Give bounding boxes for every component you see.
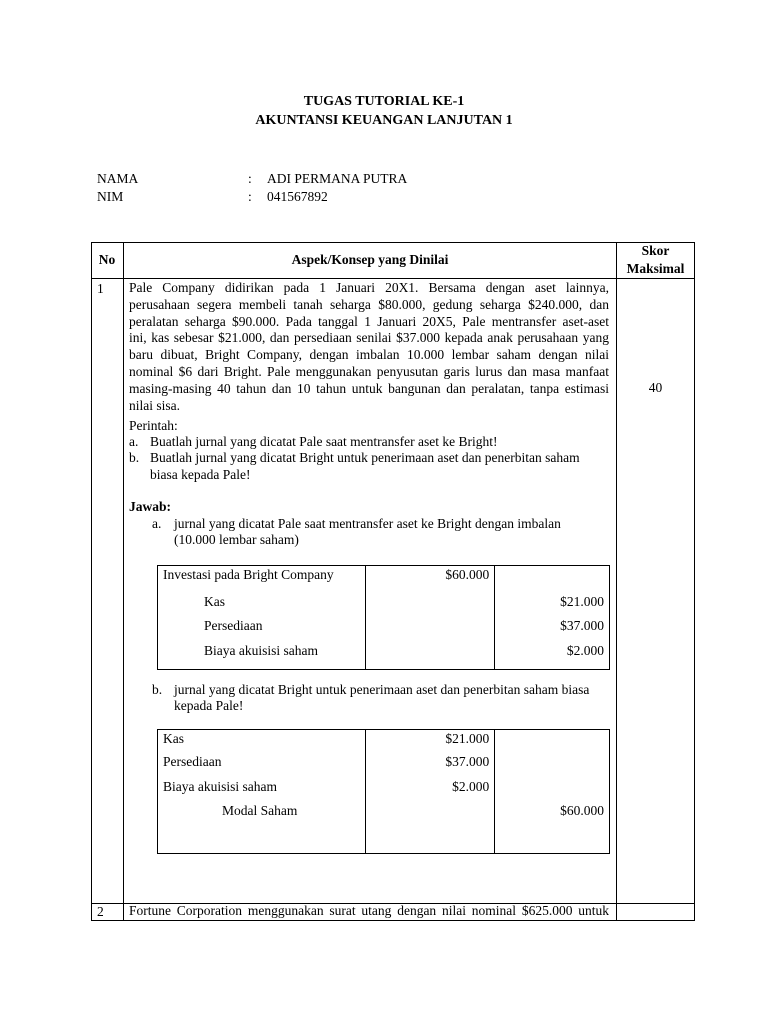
journal-debit: $37.000 [365,750,495,775]
question-line: masing-masing 40 tahun dan 10 tahun untuk bangunan dan peralatan, tanpa estimasi [129,380,609,396]
header-skor-line2: Maksimal [626,261,685,276]
journal-account: Modal Saham [158,799,366,854]
row-number: 2 [97,904,104,919]
journal-row [158,775,610,800]
journal-credit [495,566,610,590]
question-text [129,280,609,414]
answer-a-line2: (10.000 lembar saham) [174,532,299,547]
answer-b-line2: kepada Pale! [174,698,244,713]
header-aspek: Aspek/Konsep yang Dinilai [291,252,449,267]
journal-table-b [157,729,610,854]
question-line: Pale Company didirikan pada 1 Januari 20X1. Bersama dengan aset lainnya, [129,280,609,295]
journal-credit [495,730,610,751]
name-separator: : [248,171,252,186]
table-col-divider-1 [123,242,124,921]
nim-label: NIM [97,189,124,204]
journal-row [158,639,610,670]
journal-account: Biaya akuisisi saham [158,775,366,800]
question-line: perusahaan segera membeli tanah seharga $80.000, gedung seharga $240.000, dan [129,296,609,312]
journal-row [158,799,610,854]
journal-row [158,730,610,751]
task-a-marker: a. [129,434,139,449]
journal-account: Investasi pada Bright Company [158,566,366,590]
question-line: peralatan seharga $90.000. Pada tanggal 1 Januari 20X5, Pale mentransfer aset-aset [129,313,609,329]
journal-account: Kas [158,590,366,615]
journal-row [158,590,610,615]
journal-debit [365,639,495,670]
task-b-text-cont: biasa kepada Pale! [150,467,251,482]
table-border-right [694,242,695,921]
task-a-text: Buatlah jurnal yang dicatat Pale saat mentransfer aset ke Bright! [150,434,498,449]
journal-account: Biaya akuisisi saham [158,639,366,670]
journal-account: Persediaan [158,750,366,775]
journal-debit [365,799,495,854]
table-border-top [91,242,695,243]
question-line: nominal $6 dari Bright. Pale menggunakan penyusutan garis lurus dan masa manfaat [129,363,609,379]
question-line: baru dibuat, Bright Company, dengan imbalan 10.000 lembar saham dengan nilai [129,347,609,363]
table-border-left [91,242,92,921]
journal-credit [495,775,610,800]
header-no: No [98,252,116,267]
table-header-divider [91,278,695,279]
nim-value: 041567892 [267,189,328,204]
journal-table-a [157,565,610,670]
journal-row [158,750,610,775]
journal-credit: $37.000 [495,614,610,639]
journal-credit: $2.000 [495,639,610,670]
row-score: 40 [648,380,663,395]
question-text: Fortune Corporation menggunakan surat utang dengan nilai nominal $625.000 untuk [129,903,609,918]
journal-debit [365,590,495,615]
table-border-bottom [91,920,695,921]
name-value: ADI PERMANA PUTRA [267,171,408,186]
table-col-divider-2 [616,242,617,921]
question-line: nilai sisa. [129,397,180,413]
journal-row [158,566,610,590]
document-title: TUGAS TUTORIAL KE-1 [303,94,465,109]
row-number: 1 [97,281,104,296]
journal-debit: $60.000 [365,566,495,590]
journal-credit: $60.000 [495,799,610,854]
answer-b-marker: b. [152,682,163,697]
journal-credit: $21.000 [495,590,610,615]
task-b-marker: b. [129,450,140,465]
document-subtitle: AKUNTANSI KEUANGAN LANJUTAN 1 [255,113,513,128]
answer-a-line1: jurnal yang dicatat Pale saat mentransfer aset ke Bright dengan imbalan [174,516,561,531]
question-line: ini, kas sebesar $21.000, dan persediaan senilai $37.000 kepada anak perusahaan yang [129,330,609,346]
answer-a-marker: a. [152,516,162,531]
journal-debit [365,614,495,639]
journal-credit [495,750,610,775]
answer-b-line1: jurnal yang dicatat Bright untuk penerimaan aset dan penerbitan saham biasa [174,682,590,697]
journal-debit: $2.000 [365,775,495,800]
answer-heading: Jawab: [129,499,172,514]
journal-debit: $21.000 [365,730,495,751]
journal-row [158,614,610,639]
journal-account: Persediaan [158,614,366,639]
name-label: NAMA [97,171,139,186]
header-skor-line1: Skor [641,243,670,258]
task-b-text: Buatlah jurnal yang dicatat Bright untuk penerimaan aset dan penerbitan saham [150,450,580,465]
nim-separator: : [248,189,252,204]
journal-account: Kas [158,730,366,751]
instruction-heading: Perintah: [129,418,178,433]
